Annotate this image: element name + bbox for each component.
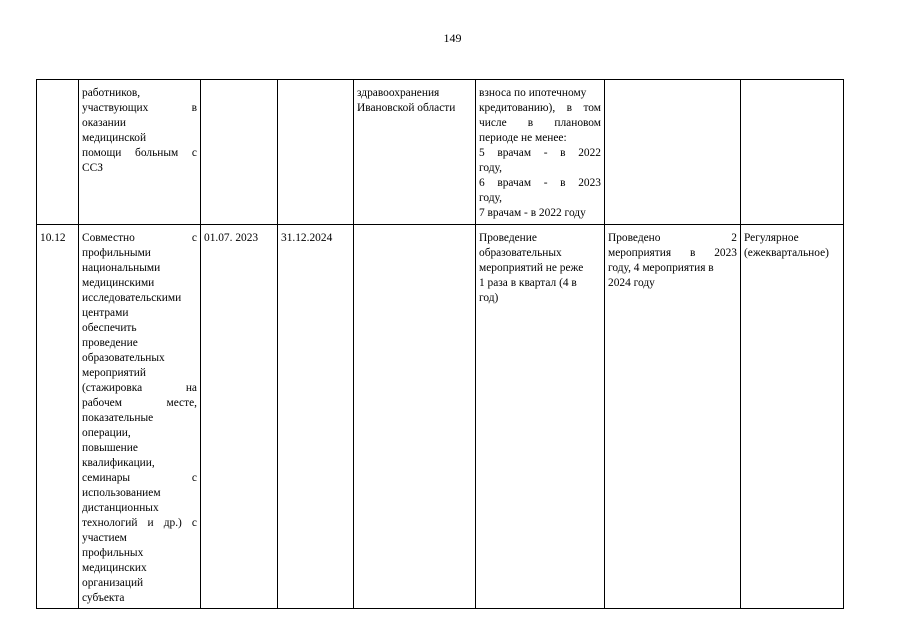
table-row	[37, 80, 844, 225]
text-line: медицинскими	[82, 277, 155, 289]
text-line: квалификации,	[82, 457, 155, 469]
text-line: кредитованию), в том	[479, 102, 601, 114]
text-line: профильных	[82, 547, 144, 559]
cell-indicator	[476, 225, 605, 609]
cell-number	[37, 80, 79, 225]
text-line: ССЗ	[82, 162, 103, 174]
text-line: мероприятий	[82, 367, 146, 379]
event-text	[82, 86, 197, 176]
indicator-text	[479, 86, 601, 221]
result-text	[608, 231, 737, 291]
text-line: году,	[479, 192, 502, 204]
cell-event	[79, 225, 201, 609]
cell-executor	[354, 225, 476, 609]
end-date: 31.12.2024	[281, 232, 333, 244]
text-line: субъекта	[82, 592, 125, 604]
cell-result	[605, 80, 741, 225]
text-line: мероприятия в 2023	[608, 247, 737, 259]
cell-event	[79, 80, 201, 225]
text-line: показательные	[82, 412, 154, 424]
cell-start-date	[201, 80, 278, 225]
text-line: участвующих в	[82, 102, 197, 114]
start-date: 01.07. 2023	[204, 232, 259, 244]
text-line: мероприятий не реже	[479, 262, 584, 274]
cell-end-date	[278, 225, 354, 609]
text-line: дистанционных	[82, 502, 159, 514]
text-line: медицинской	[82, 132, 147, 144]
text-line: обеспечить	[82, 322, 137, 334]
text-line: технологий и др.) с	[82, 517, 197, 529]
text-line: операции,	[82, 427, 131, 439]
cell-frequency	[741, 225, 844, 609]
text-line: работников,	[82, 87, 141, 99]
text-line: семинары с	[82, 472, 197, 484]
text-line: медицинских	[82, 562, 147, 574]
page-number: 149	[443, 31, 462, 45]
executor-text	[357, 86, 472, 116]
cell-result	[605, 225, 741, 609]
text-line: проведение	[82, 337, 138, 349]
text-line: периоде не менее:	[479, 132, 567, 144]
text-line: 2024 году	[608, 277, 655, 289]
text-line: 1 раза в квартал (4 в	[479, 277, 577, 289]
text-line: Совместно с	[82, 232, 197, 244]
text-line: использованием	[82, 487, 161, 499]
text-line: образовательных	[479, 247, 562, 259]
text-line: помощи больным с	[82, 147, 197, 159]
text-line: взноса по ипотечному	[479, 87, 587, 99]
text-line: Регулярное	[744, 232, 799, 244]
text-line: организаций	[82, 577, 144, 589]
row-number: 10.12	[40, 232, 66, 244]
text-line: (стажировка на	[82, 382, 197, 394]
text-line: Ивановской области	[357, 102, 456, 114]
text-line: год)	[479, 292, 499, 304]
text-line: 7 врачам - в 2022 году	[479, 207, 586, 219]
text-line: году, 4 мероприятия в	[608, 262, 714, 274]
text-line: году,	[479, 162, 502, 174]
text-line: (ежеквартальное)	[744, 247, 829, 259]
text-line: национальными	[82, 262, 161, 274]
text-line: здравоохранения	[357, 87, 440, 99]
text-line: рабочем месте,	[82, 397, 197, 409]
cell-end-date	[278, 80, 354, 225]
cell-number	[37, 225, 79, 609]
text-line: оказании	[82, 117, 126, 129]
frequency-text	[744, 231, 840, 261]
text-line: участием	[82, 532, 127, 544]
text-line: 6 врачам - в 2023	[479, 177, 601, 189]
text-line: образовательных	[82, 352, 165, 364]
document-table	[36, 79, 844, 609]
text-line: Проведение	[479, 232, 537, 244]
text-line: центрами	[82, 307, 129, 319]
cell-indicator	[476, 80, 605, 225]
text-line: повышение	[82, 442, 138, 454]
text-line: исследовательскими	[82, 292, 182, 304]
cell-executor	[354, 80, 476, 225]
text-line: профильными	[82, 247, 151, 259]
text-line: 5 врачам - в 2022	[479, 147, 601, 159]
event-text	[82, 231, 197, 606]
table-row	[37, 225, 844, 609]
cell-start-date	[201, 225, 278, 609]
cell-frequency	[741, 80, 844, 225]
indicator-text	[479, 231, 601, 306]
text-line: числе в плановом	[479, 117, 601, 129]
text-line: Проведено 2	[608, 232, 737, 244]
